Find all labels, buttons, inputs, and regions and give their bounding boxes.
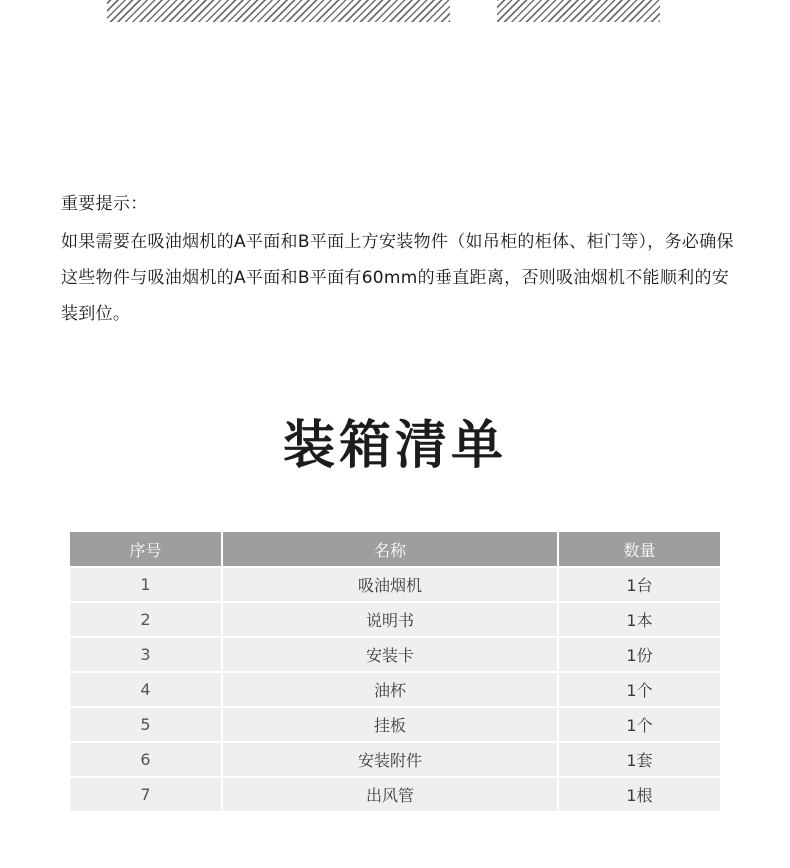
- column-header-index: 序号: [70, 532, 222, 567]
- notice-lead: 重要提示：: [61, 194, 148, 214]
- table-row: [70, 672, 720, 707]
- cell-name: 出风管: [222, 777, 558, 811]
- cell-qty: 1根: [558, 777, 720, 811]
- table-row: [70, 777, 720, 811]
- important-notice: [61, 186, 741, 332]
- page-title: 装箱清单: [282, 416, 507, 476]
- cell-index: 3: [70, 637, 222, 672]
- cell-qty: 1台: [558, 567, 720, 602]
- table-row: [70, 567, 720, 602]
- notice-body: 如果需要在吸油烟机的A平面和B平面上方安装物件（如吊柜的柜体、柜门等），务必确保这些物件与吸油烟机的A平面和B平面有60mm的垂直距离，否则吸油烟机不能顺利的安装到位。: [61, 232, 734, 324]
- cell-qty: 1套: [558, 742, 720, 777]
- table-row: [70, 602, 720, 637]
- cell-qty: 1个: [558, 707, 720, 742]
- table-row: [70, 707, 720, 742]
- cell-index: 6: [70, 742, 222, 777]
- column-header-name: 名称: [222, 532, 558, 567]
- cell-name: 挂板: [222, 707, 558, 742]
- cell-index: 5: [70, 707, 222, 742]
- column-header-qty: 数量: [558, 532, 720, 567]
- cell-name: 吸油烟机: [222, 567, 558, 602]
- cell-name: 说明书: [222, 602, 558, 637]
- cell-qty: 1份: [558, 637, 720, 672]
- packing-list-table: [70, 532, 720, 811]
- cell-index: 7: [70, 777, 222, 811]
- cell-name: 油杯: [222, 672, 558, 707]
- hatched-bar-left: [107, 0, 450, 22]
- cell-name: 安装卡: [222, 637, 558, 672]
- table-row: [70, 742, 720, 777]
- cell-qty: 1个: [558, 672, 720, 707]
- cell-index: 1: [70, 567, 222, 602]
- cell-name: 安装附件: [222, 742, 558, 777]
- cell-qty: 1本: [558, 602, 720, 637]
- table-header-row: [70, 532, 720, 567]
- cell-index: 2: [70, 602, 222, 637]
- hatched-bar-right: [497, 0, 660, 22]
- table-row: [70, 637, 720, 672]
- hatched-bars: [0, 0, 790, 22]
- cell-index: 4: [70, 672, 222, 707]
